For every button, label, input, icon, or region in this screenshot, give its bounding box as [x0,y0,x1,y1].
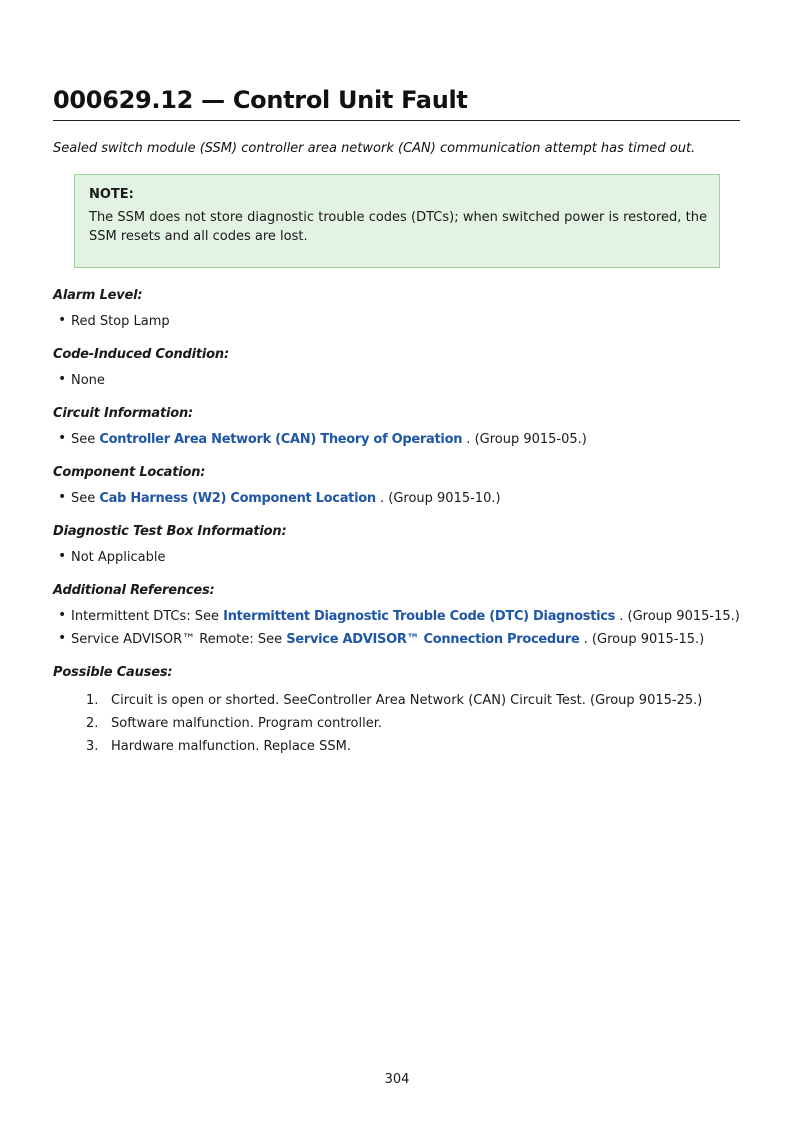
note-label: NOTE: [89,187,134,202]
list-item-text: Software malfunction. Program controller. [111,716,382,731]
list-item [53,628,743,651]
list-number: 3. [86,739,99,754]
list-item-text: Red Stop Lamp [71,314,170,329]
list-item-text: Hardware malfunction. Replace SSM. [111,739,351,754]
list-item-suffix: . (Group 9015-10.) [375,491,501,506]
list-item-prefix: See [71,491,100,506]
list-item-suffix: . (Group 9015-15.) [579,632,705,647]
list-item-suffix: . (Group 9015-15.) [615,609,740,624]
test-box-heading: Diagnostic Test Box Information: [53,524,287,539]
circuit-list [53,428,743,451]
references-list [53,605,743,651]
list-item-prefix: Service ADVISOR™ Remote: See [71,632,287,647]
causes-list [53,689,743,758]
list-item-suffix: . (Group 9015-05.) [462,432,587,447]
service-advisor-link[interactable]: Service ADVISOR™ Connection Procedure [286,632,580,647]
test-box-list [53,546,743,569]
circuit-information-heading: Circuit Information: [53,406,194,421]
list-item [53,369,743,392]
list-item [53,487,743,510]
list-item-text: Not Applicable [71,550,166,565]
component-list [53,487,743,510]
list-item [53,310,743,333]
note-text: The SSM does not store diagnostic trouble codes (DTCs); when switched power is restored, the SSM resets and all codes are lost. [89,210,707,244]
list-item-text: Circuit is open or shorted. SeeController Area Network (CAN) Circuit Test. (Group 9015-25.) [111,693,703,708]
additional-references-heading: Additional References: [53,583,215,598]
list-number: 1. [86,693,99,708]
note-box [74,174,720,268]
list-item [53,735,743,758]
page-title: 000629.12 — Control Unit Fault [53,86,740,121]
list-number: 2. [86,716,99,731]
intermittent-dtc-link[interactable]: Intermittent Diagnostic Trouble Code (DTC) Diagnostics [223,609,616,624]
list-item-prefix: Intermittent DTCs: See [71,609,224,624]
list-item-text: None [71,373,105,388]
possible-causes-heading: Possible Causes: [53,665,173,680]
content [53,286,743,758]
list-item [53,546,743,569]
list-item [53,712,743,735]
list-item [53,605,743,628]
list-item [53,689,743,712]
alarm-level-list [53,310,743,333]
page-subtitle: Sealed switch module (SSM) controller area network (CAN) communication attempt has timed out. [53,141,696,156]
can-theory-link[interactable]: Controller Area Network (CAN) Theory of Operation [99,432,463,447]
list-item-prefix: See [71,432,100,447]
page-number: 304 [384,1072,410,1087]
list-item [53,428,743,451]
condition-list [53,369,743,392]
alarm-level-heading: Alarm Level: [53,288,143,303]
component-location-heading: Component Location: [53,465,206,480]
code-induced-condition-heading: Code-Induced Condition: [53,347,229,362]
cab-harness-link[interactable]: Cab Harness (W2) Component Location [99,491,376,506]
